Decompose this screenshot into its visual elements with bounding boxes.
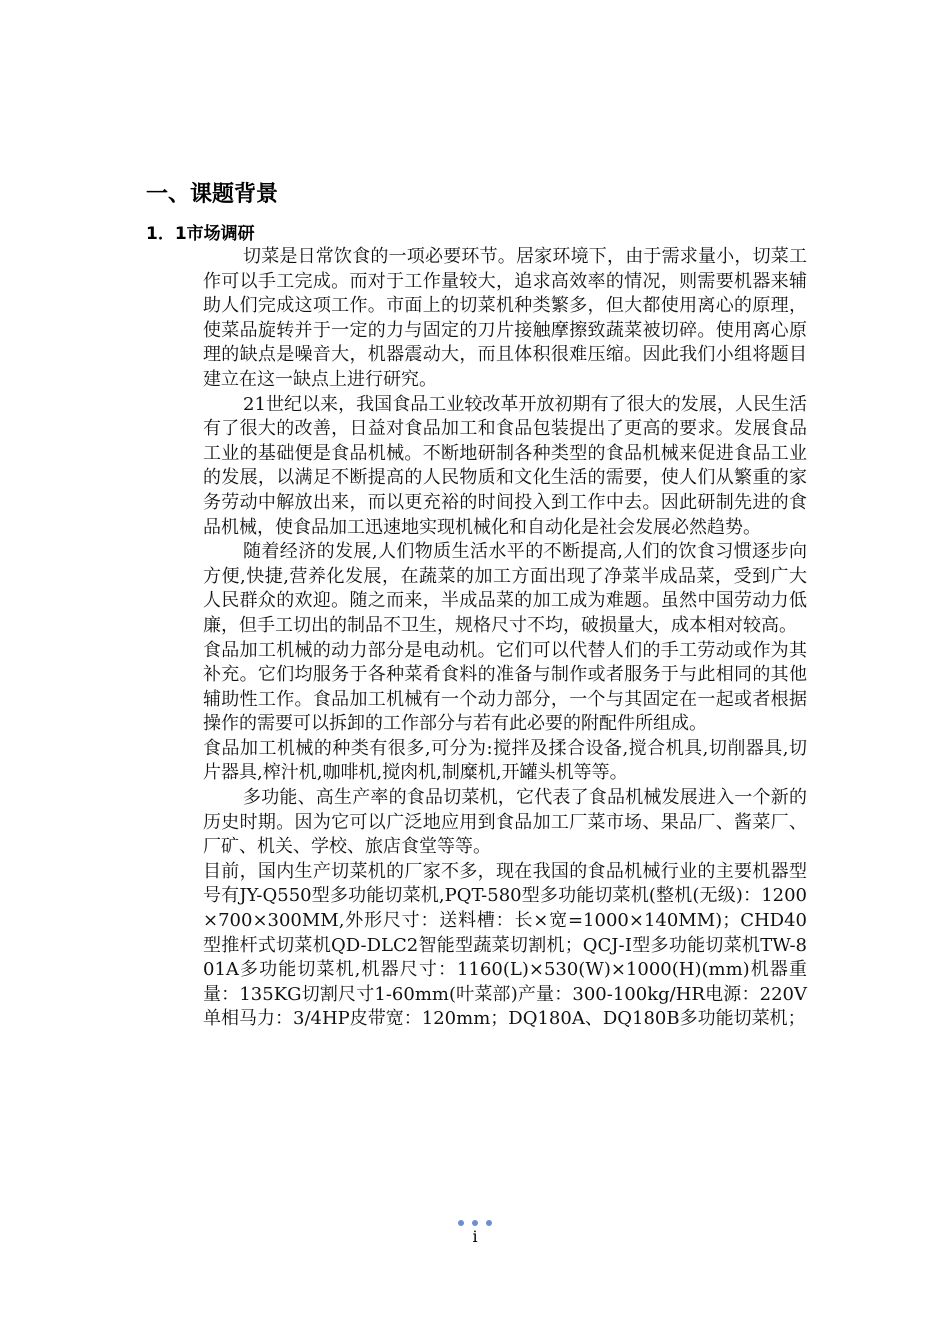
ornament-dot-icon [472,1220,478,1226]
page-ornament [458,1219,492,1227]
ornament-dot-icon [458,1220,464,1226]
paragraph: 食品加工机械的种类有很多,可分为:搅拌及揉合设备,搅合机具,切削器具,切片器具,榨汁机,咖啡机,搅肉机,制糜机,开罐头机等等。 [203,737,807,784]
paragraph: 食品加工机械的动力部分是电动机。它们可以代替人们的手工劳动或作为其补充。它们均服务于各种菜肴食料的准备与制作或者服务于与此相同的其他辅助性工作。食品加工机械有一个动力部分，一个与其固定在一起或者根据操作的需要可以拆卸的工作部分与若有此必要的附配件所组成。 [203,639,807,735]
paragraph: 21世纪以来，我国食品工业较改革开放初期有了很大的发展，人民生活有了很大的改善，日益对食品加工和食品包装提出了更高的要求。发展食品工业的基础便是食品机械。不断地研制各种类型的食品机械来促进食品工业的发展，以满足不断提高的人民物质和文化生活的需要，使人们从繁重的家务劳动中解放出来，而以更充裕的时间投入到工作中去。因此研制先进的食品机械，使食品加工迅速地实现机械化和自动化是社会发展必然趋势。 [203,393,807,538]
paragraph: 目前，国内生产切菜机的厂家不多，现在我国的食品机械行业的主要机器型号有JY-Q550型多功能切菜机,PQT-580型多功能切菜机(整机(无级)：1200×700×300MM,外形尺寸：送料槽：长×宽=1000×140MM)；CHD40型推杆式切菜机QD-DLC2智能型蔬菜切割机；QCJ-Ⅰ型多功能切菜机TW-801A多功能切菜机,机器尺寸：1160(L)×530(W)×1000(H)(mm)机器重量：135KG切割尺寸1-60mm(叶菜部)产量：300-100kg/HR电源：220V单相马力：3/4HP皮带宽：120mm；DQ180A、DQ180B多功能切菜机； [203,860,807,1030]
ornament-dot-icon [486,1220,492,1226]
paragraph: 切菜是日常饮食的一项必要环节。居家环境下，由于需求量小，切菜工作可以手工完成。而对于工作量较大，追求高效率的情况，则需要机器来辅助人们完成这项工作。市面上的切菜机种类繁多，但大都使用离心的原理，使菜品旋转并于一定的力与固定的刀片接触摩擦致蔬菜被切碎。使用离心原理的缺点是噪音大，机器震动大，而且体积很难压缩。因此我们小组将题目建立在这一缺点上进行研究。 [203,246,807,390]
section-heading: 一、课题背景 [146,182,279,207]
body-text [203,245,807,1032]
subsection-heading: 1．1市场调研 [146,224,255,244]
paragraph: 多功能、高生产率的食品切菜机，它代表了食品机械发展进入一个新的历史时期。因为它可以广泛地应用到食品加工厂菜市场、果品厂、酱菜厂、厂矿、机关、学校、旅店食堂等等。 [203,787,807,858]
paragraph: 随着经济的发展,人们物质生活水平的不断提高,人们的饮食习惯逐步向方便,快捷,营养化发展，在蔬菜的加工方面出现了净菜半成品菜，受到广大人民群众的欢迎。随之而来，半成品菜的加工成为难题。虽然中国劳动力低廉，但手工切出的制品不卫生，规格尺寸不均，破损量大，成本相对较高。 [203,541,807,636]
page-number: i [472,1227,478,1246]
